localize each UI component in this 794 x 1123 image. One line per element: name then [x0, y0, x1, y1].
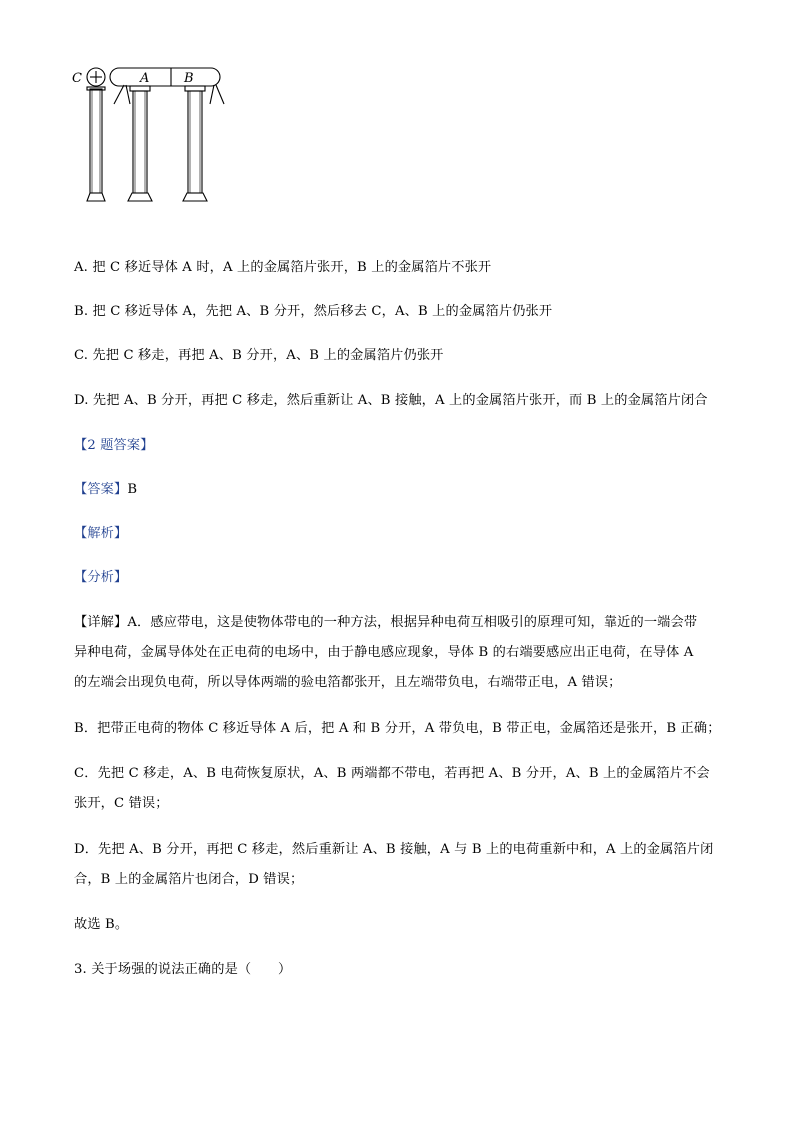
option-d: D. 先把 A、B 分开，再把 C 移走，然后重新让 A、B 接触，A 上的金属箔片张开，而 B 上的金属箔片闭合: [74, 393, 708, 408]
option-a: A. 把 C 移近导体 A 时，A 上的金属箔片张开，B 上的金属箔片不张开: [74, 260, 492, 275]
answer-section-header: 【2 题答案】: [74, 438, 154, 453]
detail-line: 故选 B。: [74, 917, 129, 932]
detail-line: 异种电荷，金属导体处在正电荷的电场中，由于静电感应现象，导体 B 的右端要感应出正电荷，在导体 A: [74, 645, 694, 660]
fenxi-header: 【分析】: [74, 570, 128, 585]
label-b: B: [184, 71, 194, 86]
answer-tag: 【答案】: [74, 482, 128, 497]
answer-value: B: [127, 482, 138, 497]
detail-line: 的左端会出现负电荷，所以导体两端的验电箔都张开，且左端带负电，右端带正电，A 错误；: [74, 675, 622, 690]
label-a: A: [140, 71, 150, 86]
label-c: C: [72, 71, 82, 86]
question-3-stem: 3. 关于场强的说法正确的是（ ）: [74, 962, 292, 977]
detail-line: 张开，C 错误；: [74, 796, 169, 811]
foil-leaves-a: [114, 85, 124, 104]
analysis-header: 【解析】: [74, 526, 128, 541]
detail-line: 【详解】A．感应带电，这是使物体带电的一种方法，根据异种电荷互相吸引的原理可知，靠近的一端会带: [74, 615, 698, 630]
answer-line: [74, 480, 734, 500]
foil-leaves-b: [210, 85, 214, 104]
conductor-ab: [110, 68, 220, 86]
option-c: C. 先把 C 移走，再把 A、B 分开，A、B 上的金属箔片仍张开: [74, 348, 444, 363]
detail-line: D．先把 A、B 分开，再把 C 移走，然后重新让 A、B 接触，A 与 B 上的电荷重新中和，A 上的金属箔片闭: [74, 842, 714, 857]
detail-line: B．把带正电荷的物体 C 移近导体 A 后，把 A 和 B 分开，A 带负电，B 带正电，金属箔还是张开，B 正确；: [74, 721, 721, 736]
detail-line: 合，B 上的金属箔片也闭合，D 错误；: [74, 872, 304, 887]
option-b: B. 把 C 移近导体 A，先把 A、B 分开，然后移去 C，A、B 上的金属箔片仍张开: [74, 304, 553, 319]
electroscope-figure: [72, 64, 232, 206]
detail-line: C．先把 C 移走，A、B 电荷恢复原状，A、B 两端都不带电，若再把 A、B 分开，A、B 上的金属箔片不会: [74, 766, 710, 781]
